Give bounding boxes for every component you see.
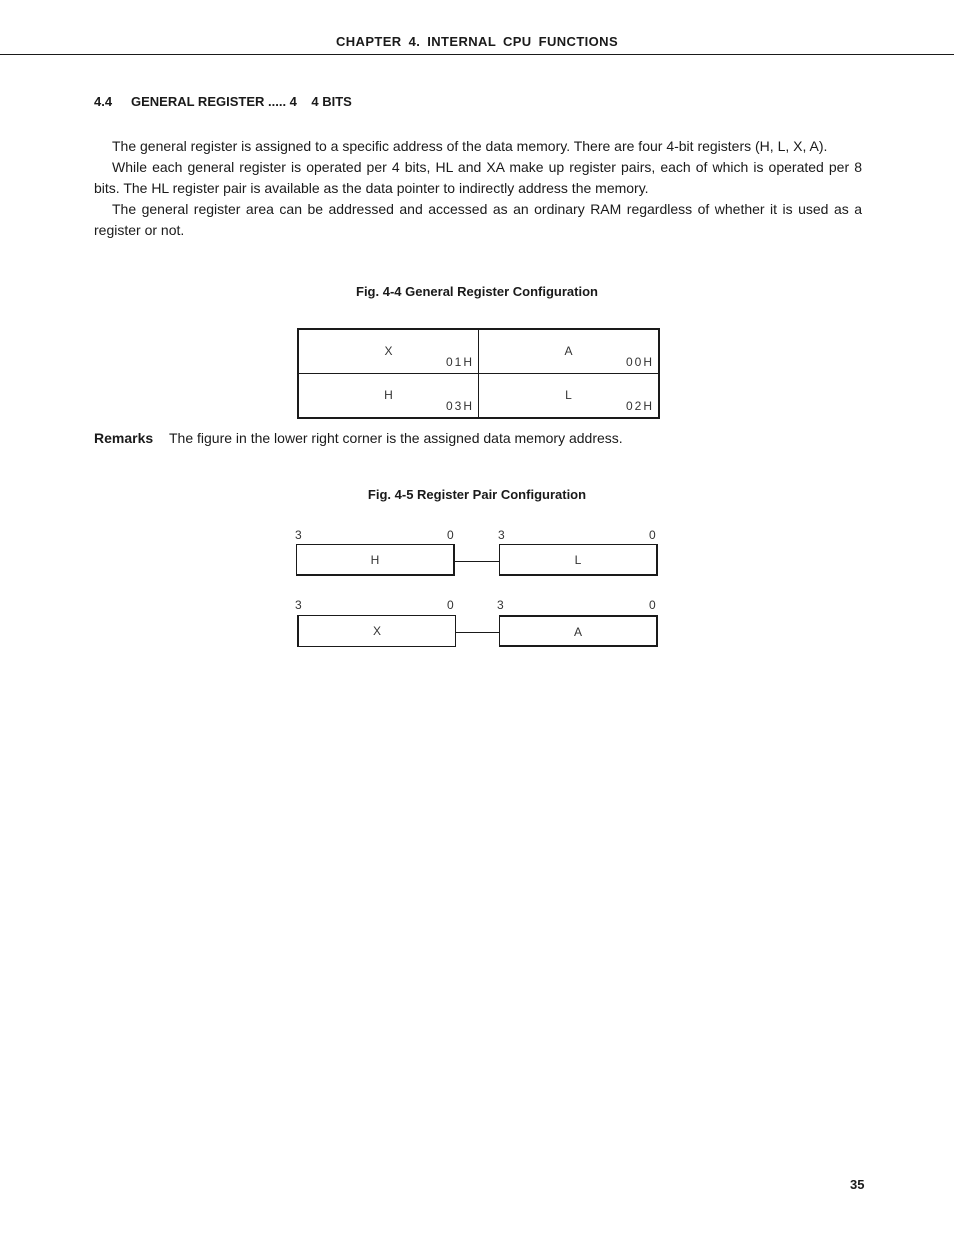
- register-name: X: [384, 344, 393, 358]
- remarks-text: The figure in the lower right corner is the assigned data memory address.: [169, 430, 623, 446]
- section-number: 4.4: [94, 94, 113, 109]
- bit-label-low: 0: [649, 528, 656, 542]
- register-cell-x: [298, 329, 479, 374]
- register-box-h: H: [296, 544, 455, 576]
- bit-label-high: 3: [498, 528, 505, 542]
- body-text: [94, 136, 862, 241]
- register-address: 01H: [445, 355, 474, 369]
- bit-label-high: 3: [295, 528, 302, 542]
- bit-label-high: 3: [295, 598, 302, 612]
- register-box-l: L: [499, 544, 658, 576]
- register-address: 02H: [625, 399, 654, 413]
- register-cell-h: [298, 374, 479, 419]
- bit-label-low: 0: [649, 598, 656, 612]
- register-box-x: X: [297, 615, 456, 647]
- register-address: 03H: [445, 399, 474, 413]
- pair-connector: [456, 632, 499, 633]
- section-heading: [94, 94, 352, 109]
- figure-4-4-caption: Fig. 4-4 General Register Configuration: [356, 284, 598, 299]
- figure-4-5-caption: Fig. 4-5 Register Pair Configuration: [367, 487, 587, 502]
- paragraph: While each general register is operated per 4 bits, HL and XA make up register pairs, each of which is operated per 8 bits. The HL register pair is available as the data pointer to indirectly address the memory.: [94, 159, 862, 196]
- remarks: [94, 430, 623, 446]
- section-title: GENERAL REGISTER ..... 4 4 BITS: [131, 94, 352, 109]
- register-cell-a: [479, 329, 660, 374]
- remarks-label: Remarks: [94, 430, 154, 446]
- header-rule: [0, 54, 954, 55]
- table-row: [298, 329, 659, 374]
- page-number: 35: [850, 1177, 865, 1192]
- bit-label-high: 3: [497, 598, 504, 612]
- general-register-table: [297, 328, 660, 419]
- table-row: [298, 374, 659, 419]
- register-box-a: A: [499, 615, 658, 647]
- register-cell-l: [479, 374, 660, 419]
- bit-label-low: 0: [447, 598, 454, 612]
- chapter-header: CHAPTER 4. INTERNAL CPU FUNCTIONS: [335, 34, 619, 49]
- paragraph: The general register is assigned to a specific address of the data memory. There are four 4-bit registers (H, L, X, A).: [112, 138, 828, 154]
- bit-label-low: 0: [447, 528, 454, 542]
- register-address: 00H: [625, 355, 654, 369]
- pair-connector: [455, 561, 499, 562]
- register-name: A: [564, 344, 573, 358]
- register-name: L: [565, 388, 572, 402]
- paragraph: The general register area can be addressed and accessed as an ordinary RAM regardless of whether it is used as a register or not.: [94, 201, 862, 238]
- register-name: H: [384, 388, 393, 402]
